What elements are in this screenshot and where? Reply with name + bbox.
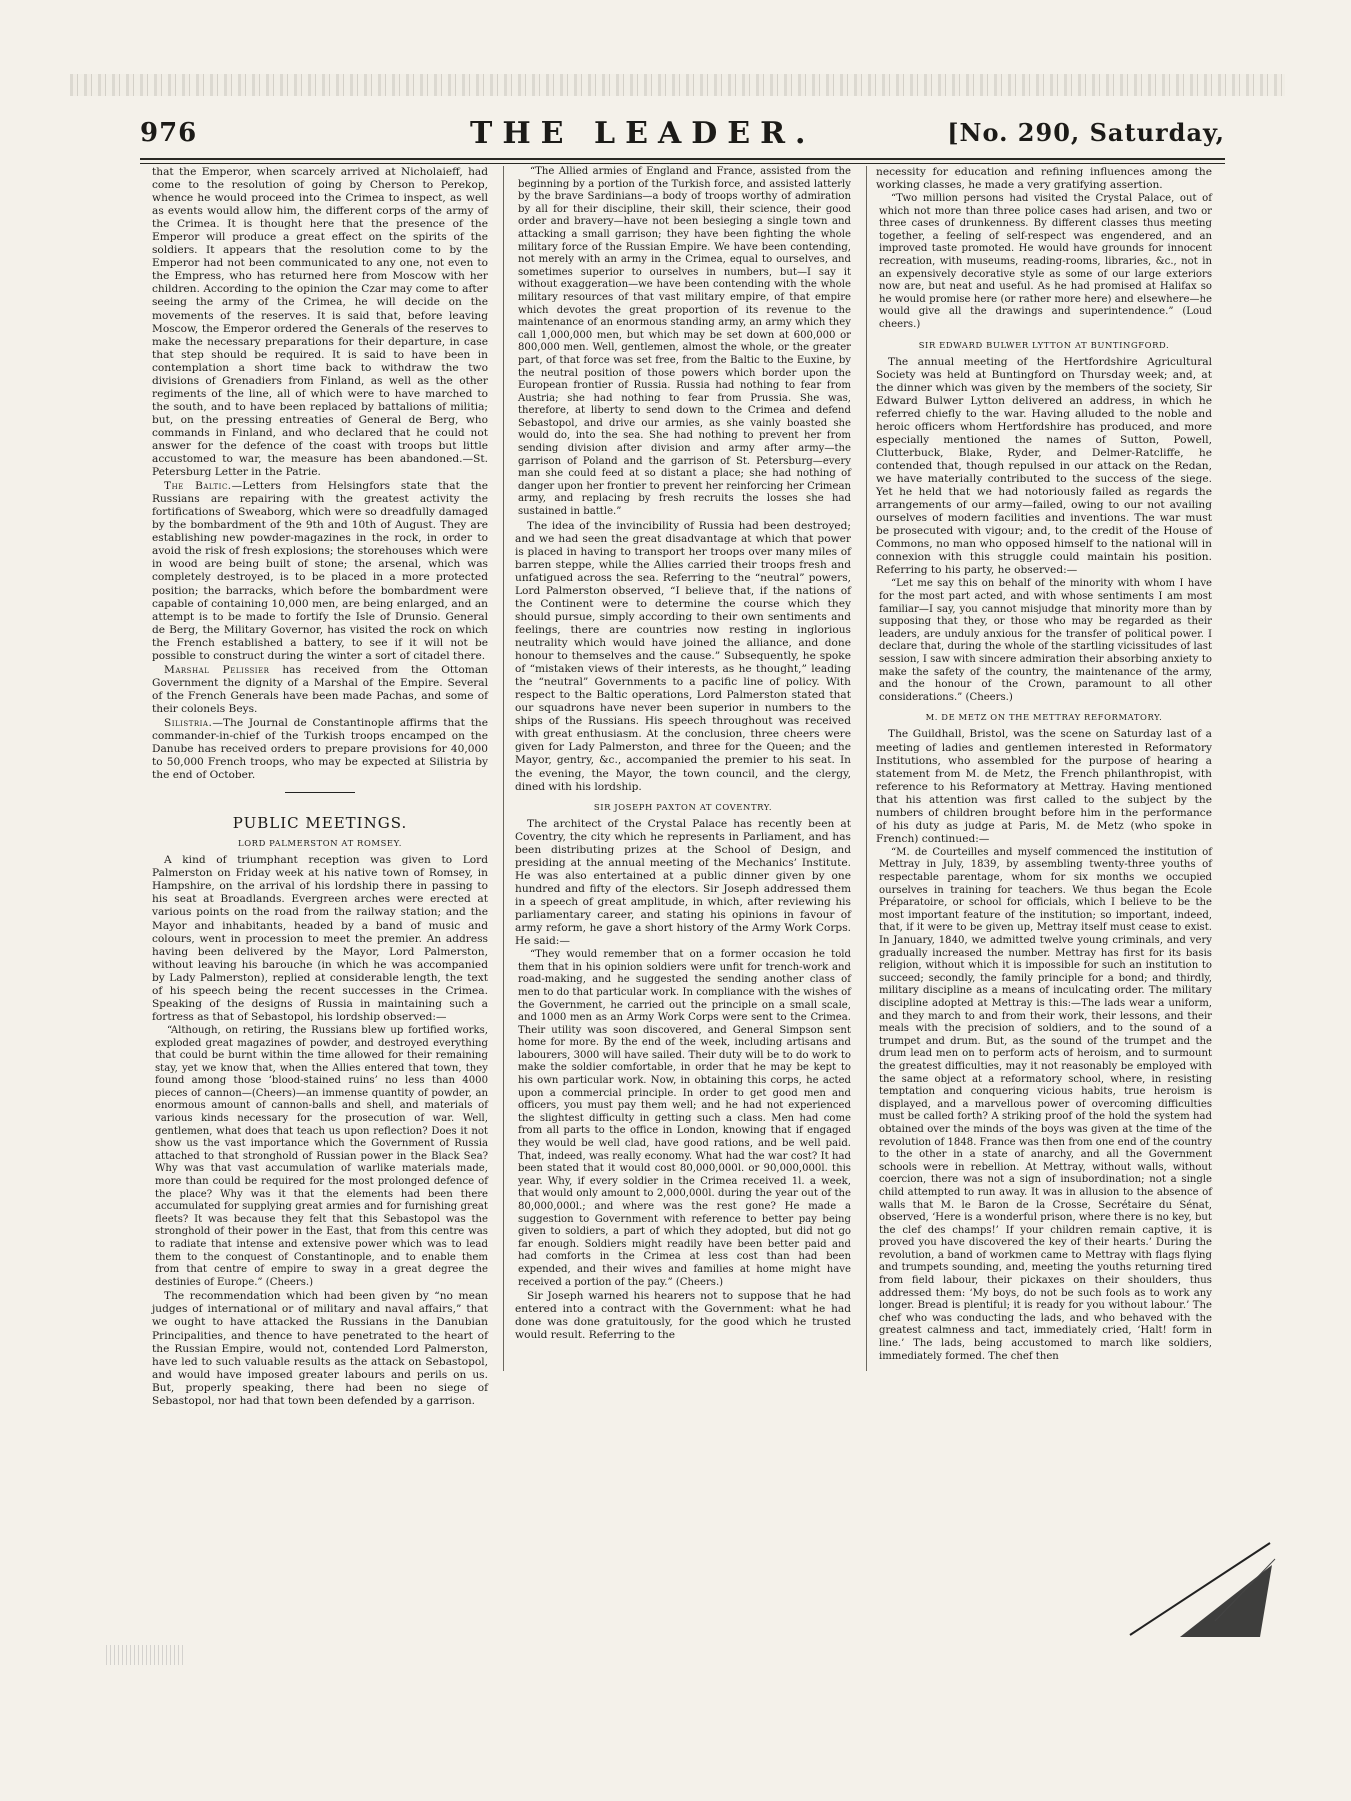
- paragraph: [152, 717, 488, 782]
- paragraph: A kind of triumphant reception was given to Lord Palmerston on Friday week at his native town of Romsey, in Hampshire, on the arrival of his lordship there in passing to his seat at Broadlands. Evergreen arches were erected at various points on the road from the railway station; and the Mayor and inhabitants, headed by a band of music and colours, went in procession to meet the premier. An address having been delivered by the Mayor, Lord Palmerston, without leaving his barouche (in which he was accompanied by Lady Palmerston), replied at considerable length, the text of his speech being the recent successes in the Crimea. Speaking of the designs of Russia in maintaining such a fortress as that of Sebastopol, his lordship observed:—: [152, 854, 488, 1023]
- paragraph: necessity for education and refining influences among the working classes, he made a very gratifying assertion.: [876, 166, 1212, 192]
- quotation: “They would remember that on a former occasion he told them that in his opinion soldiers were unfit for trench-work and road-making, and he suggested the sending another class of men to do that particular work. In compliance with the wishes of the Government, he carried out the principle on a small scale, and 1000 men as an Army Work Corps were sent to the Crimea. Their utility was soon discovered, and General Simpson sent home for more. By the end of the week, including artisans and labourers, 3000 will have sailed. Their duty will be to do work to make the soldier comfortable, in order that he may be kept to his own particular work. Now, in obtaining this corps, he acted upon a commercial principle. In order to get good men and officers, you must pay them well; and he had not experienced the slightest difficulty in getting such a class. Men had come from all parts to the office in London, knowing that if engaged they would be well clad, have good rations, and be well paid. That, indeed, was really economy. What had the war cost? It had been stated that it would cost 80,000,000l. or 90,000,000l. this year. Why, if every soldier in the Crimea received 1l. a week, that would only amount to 2,000,000l. during the year out of the 80,000,000l.; and where was the rest gone? He made a suggestion to Government with reference to better pay being given to soldiers, a part of which they adopted, but did not go far enough. Soldiers might readily have been better paid and had comforts in the Crimea at less cost than had been expended, and their wives and families at home might have received a portion of the pay.” (Cheers.): [518, 949, 851, 1288]
- paragraph-lead: Silistria.: [164, 716, 213, 729]
- article-heading: SIR JOSEPH PAXTON AT COVENTRY.: [593, 801, 773, 812]
- paragraph: that the Emperor, when scarcely arrived at Nicholaieff, had come to the resolution of going by Cherson to Perekop, whence he would proceed into the Crimea to inspect, as well as events would allow him, the different corps of the army of the Crimea. It is thought here that the presence of the Emperor will produce a great effect on the spirits of the soldiers. It appears that the resolution come to by the Emperor had not been communicated to any one, not even to the Empress, who has returned here from Moscow with her children. According to the opinion the Czar may come to after seeing the army of the Crimea, he will decide on the movements of the reserves. It is said that, before leaving Moscow, the Emperor ordered the Generals of the reserves to make the necessary preparations for their departure, in case that step should be required. It is said to have been in contemplation a short time back to withdraw the two divisions of Grenadiers from Finland, as well as the other regiments of the line, all of which were to have marched to the south, and to have been replaced by battalions of militia; but, on the pressing entreaties of General de Berg, who commands in Finland, and who declared that he could not answer for the defence of the coast with troops but little accustomed to war, the measure has been abandoned.—St. Petersburg Letter in the Patrie.: [152, 166, 488, 479]
- page-number: 976: [140, 118, 198, 148]
- column-2: [515, 166, 851, 1371]
- issue-label: [No. 290, Saturday,: [947, 118, 1225, 147]
- article-heading: M. DE METZ ON THE METTRAY REFORMATORY.: [925, 712, 1163, 723]
- quotation: “Let me say this on behalf of the minority with whom I have for the most part acted, and with whose sentiments I am most familiar—I say, you cannot misjudge that minority more than by supposing that they, or those who may be regarded as their leaders, are unduly anxious for the transfer of political power. I declare that, during the whole of the startling vicissitudes of last session, I saw with sincere admiration their absorbing anxiety to make the safety of the country, the maintenance of the army, and the honour of the Crown, paramount to all other considerations.” (Cheers.): [879, 578, 1212, 703]
- header-rule: [140, 158, 1225, 164]
- paragraph: The annual meeting of the Hertfordshire Agricultural Society was held at Buntingford on Thursday week; and, at the dinner which was given by the members of the society, Sir Edward Bulwer Lytton delivered an address, in which he referred chiefly to the war. Having alluded to the noble and heroic officers whom Hertfordshire has produced, and more especially mentioned the names of Sutton, Powell, Clutterbuck, Blake, Ryder, and Delmer-Ratcliffe, he contended that, though repulsed in our attack on the Redan, we have materially contributed to the success of the siege. Yet he held that we had notoriously failed as regards the arrangements of our army—failed, owing to our not availing ourselves of modern facilities and inventions. The war must be prosecuted with vigour; and, to the credit of the House of Commons, no man who opposed himself to the national will in connexion with this struggle could maintain his position. Referring to his party, he observed:—: [876, 355, 1212, 577]
- article-heading: SIR EDWARD BULWER LYTTON AT BUNTINGFORD.: [918, 339, 1170, 350]
- scan-noise-strip: [70, 74, 1285, 96]
- column-divider: [503, 166, 504, 1371]
- paragraph-text: —Letters from Helsingfors state that the Russians are repairing with the greatest activity the fortifications of Sweaborg, which were so dreadfully damaged by the bombardment of the 9th and 10th of August. They are establishing new powder-magazines in the rock, in order to avoid the risk of fresh explosions; the storehouses which were in wood are being built of stone; the arsenal, which was completely destroyed, is to be placed in a more protected position; the barracks, which before the bombardment were capable of containing 10,000 men, are being enlarged, and an attempt is to be made to fortify the Isle of Drunsio. General de Berg, the Military Governor, has visited the rock on which the French established a battery, to see if it will not be possible to construct during the winter a sort of citadel there.: [152, 480, 488, 662]
- pen-stroke-mark: [1120, 1525, 1280, 1645]
- paragraph: The Guildhall, Bristol, was the scene on Saturday last of a meeting of ladies and gentlemen interested in Reformatory Institutions, who assembled for the purpose of hearing a statement from M. de Metz, the French philanthropist, with reference to his Reformatory at Mettray. Having mentioned that his attention was first called to the subject by the numbers of children brought before him in the performance of his duty as judge at Paris, M. de Metz (who spoke in French) continued:—: [876, 728, 1212, 845]
- quotation: “Although, on retiring, the Russians blew up fortified works, exploded great magazines of powder, and destroyed everything that could be burnt within the time allowed for their remaining stay, yet we know that, when the Allies entered that town, they found among those ‘blood-stained ruins’ no less than 4000 pieces of cannon—(Cheers)—an immense quantity of powder, an enormous amount of cannon-balls and shell, and materials of various kinds necessary for the prosecution of war. Well, gentlemen, what does that teach us upon reflection? Does it not show us the vast importance which the Government of Russia attached to that stronghold of Russian power in the Black Sea? Why was that vast accumulation of warlike materials made, more than could be required for the most prolonged defence of the place? Why was it that the elements had been there accumulated for supplying great armies and for furnishing great fleets? It was because they felt that this Sebastopol was the stronghold of their power in the East, that from this centre was to radiate that intense and extensive power which was to lead them to the conquest of Constantinople, and to enable them from that centre of empire to sway in a great degree the destinies of Europe.” (Cheers.): [155, 1024, 488, 1288]
- page-header: [140, 116, 1225, 154]
- quotation: “Two million persons had visited the Crystal Palace, out of which not more than three police cases had arisen, and two or three cases of drunkenness. By different classes thus meeting together, a feeling of self-respect was engendered, and an improved taste promoted. He would have grounds for innocent recreation, with museums, reading-rooms, libraries, &c., not in an expensively decorative style as some of our large exteriors now are, but neat and useful. As he had promised at Halifax so he would promise here (or rather more here) and elsewhere—he would give all the drawings and superintendence.” (Loud cheers.): [879, 193, 1212, 331]
- quotation: “M. de Courteilles and myself commenced the institution of Mettray in July, 1839, by assembling twenty-three youths of respectable parentage, whom for six months we occupied ourselves in training for teachers. We thus began the Ecole Préparatoire, or school for officials, which I believe to be the most important feature of the institution; so important, indeed, that, if it were to be given up, Mettray itself must cease to exist. In January, 1840, we admitted twelve young criminals, and very gradually increased the number. Mettray has first for its basis religion, without which it is impossible for such an institution to succeed; secondly, the family principle for a bond; and thirdly, military discipline as a means of inculcating order. The military discipline adopted at Mettray is this:—The lads wear a uniform, and they march to and from their work, their lessons, and their meals with the precision of soldiers, and to the sound of a trumpet and drum. But, as the sound of the trumpet and the drum lead men on to perform acts of heroism, and to surmount the greatest difficulties, may it not reasonably be employed with the same object at a reformatory school, where, in resisting temptation and conquering vicious habits, true heroism is displayed, and a marvellous power of overcoming difficulties must be called forth? A striking proof of the hold the system had obtained over the minds of the boys was given at the time of the revolution of 1848. France was then from one end of the country to the other in a state of anarchy, and all the Government schools were in rebellion. At Mettray, without walls, without coercion, there was not a sign of insubordination; not a single child attempted to run away. It was in allusion to the absence of walls that M. le Baron de la Crosse, Secrétaire du Sénat, observed, ‘Here is a wonderful prison, where there is no key, but the clef des champs!’ If your children remain captive, it is proved you have discovered the key of their hearts.’ During the revolution, a band of workmen came to Mettray with flags flying and trumpets sounding, and, meeting the youths returning tired from field labour, their pickaxes on their shoulders, thus addressed them: ‘My boys, do not be such fools as to work any longer. Bread is plentiful; it is ready for you without labour.’ The chef who was conducting the lads, and who behaved with the greatest calmness and tact, immediately cried, ‘Halt! form in line.’ The lads, being accustomed to march like soldiers, immediately formed. The chef then: [879, 846, 1212, 1362]
- paragraph: [152, 664, 488, 716]
- column-divider: [866, 166, 867, 1371]
- paragraph: [152, 480, 488, 663]
- column-3: [876, 166, 1212, 1371]
- paragraph-text: —The Journal de Constantinople affirms that the commander-in-chief of the Turkish troops encamped on the Danube has received orders to prepare provisions for 40,000 to 50,000 French troops, who may be expected at Silistria by the end of October.: [152, 716, 488, 782]
- paragraph-lead: The Baltic.: [164, 480, 232, 493]
- paragraph: The idea of the invincibility of Russia had been destroyed; and we had seen the great disadvantage at which that power is placed in having to transport her troops over many miles of barren steppe, while the Allies carried their troops fresh and unfatigued across the sea. Referring to the “neutral” powers, Lord Palmerston observed, “I believe that, if the nations of the Continent were to determine the course which they should pursue, simply according to their own sentiments and feelings, there are countries now resting in inglorious neutrality which would have joined the alliance, and done honour to themselves and the cause.” Subsequently, he spoke of “mistaken views of their interests, as he thought,” leading the “neutral” Governments to a pacific line of policy. With respect to the Baltic operations, Lord Palmerston stated that our squadrons have never been superior in numbers to the ships of the Russians. His speech throughout was received with great enthusiasm. At the conclusion, three cheers were given for Lady Palmerston, and three for the Queen; and the Mayor, gentry, &c., accompanied the premier to his seat. In the evening, the Mayor, the town council, and the clergy, dined with his lordship.: [515, 519, 851, 793]
- quotation: “The Allied armies of England and France, assisted from the beginning by a portion of the Turkish force, and assisted latterly by the brave Sardinians—a body of troops worthy of admiration by all for their discipline, their skill, their science, their good order and bravery—have not been besieging a single town and attacking a small garrison; they have been fighting the whole military force of the Russian Empire. We have been contending, not merely with an army in the Crimea, equal to ourselves, and sometimes superior to ourselves in numbers, but—I say it without exaggeration—we have been contending with the whole military resources of that vast military empire, of that empire which devotes the great proportion of its revenue to the maintenance of an enormous standing army, an army which they call 1,000,000 men, but which may be set down at 600,000 or 800,000 men. Well, gentlemen, almost the whole, or the greater part, of that force was set free, from the Baltic to the Euxine, by the neutral position of those powers which border upon the European frontier of Russia. Russia had nothing to fear from Austria; she had nothing to fear from Prussia. She was, therefore, at liberty to send down to the Crimea and defend Sebastopol, and drive our armies, as she vainly boasted she would do, into the sea. She had nothing to prevent her from sending division after division and army after army—the garrison of Poland and the garrison of St. Petersburg—every man she could feed at so distant a place; she had nothing of danger upon her frontier to prevent her reinforcing her Crimean army, and replacing by fresh recruits the losses she had sustained in battle.”: [518, 166, 851, 518]
- masthead-title: THE LEADER.: [470, 116, 816, 151]
- article-heading: LORD PALMERSTON AT ROMSEY.: [238, 838, 402, 849]
- paragraph: The architect of the Crystal Palace has recently been at Coventry, the city which he represents in Parliament, and has been distributing prizes at the School of Design, and presiding at the annual meeting of the Mechanics’ Institute. He was also entertained at a public dinner given by one hundred and fifty of the electors. Sir Joseph addressed them in a speech of great amplitude, in which, after reviewing his parliamentary career, and stating his opinions in favour of army reform, he gave a short history of the Army Work Corps. He said:—: [515, 817, 851, 948]
- paragraph: Sir Joseph warned his hearers not to suppose that he had entered into a contract with the Government: what he had done was done gratuitously, for the good which he trusted would result. Referring to the: [515, 1290, 851, 1342]
- paragraph: The recommendation which had been given by “no mean judges of international or of military and naval affairs,” that we ought to have attacked the Russians in the Danubian Principalities, and thence to have penetrated to the heart of the Russian Empire, would not, contended Lord Palmerston, have led to such valuable results as the attack on Sebastopol, and would have imposed greater labours and perils on us. But, properly speaking, there had been no siege of Sebastopol, nor had that town been defended by a garrison.: [152, 1290, 488, 1407]
- section-title: PUBLIC MEETINGS.: [232, 814, 408, 833]
- scan-smudge: [106, 1645, 186, 1665]
- paragraph-lead: Marshal Pelissier: [164, 663, 270, 676]
- section-rule: [285, 792, 355, 793]
- column-1: [152, 166, 488, 1407]
- paragraph-text: has received from the Ottoman Government the dignity of a Marshal of the Empire. Several of the French Generals have been made Pachas, and some of their colonels Beys.: [152, 663, 488, 715]
